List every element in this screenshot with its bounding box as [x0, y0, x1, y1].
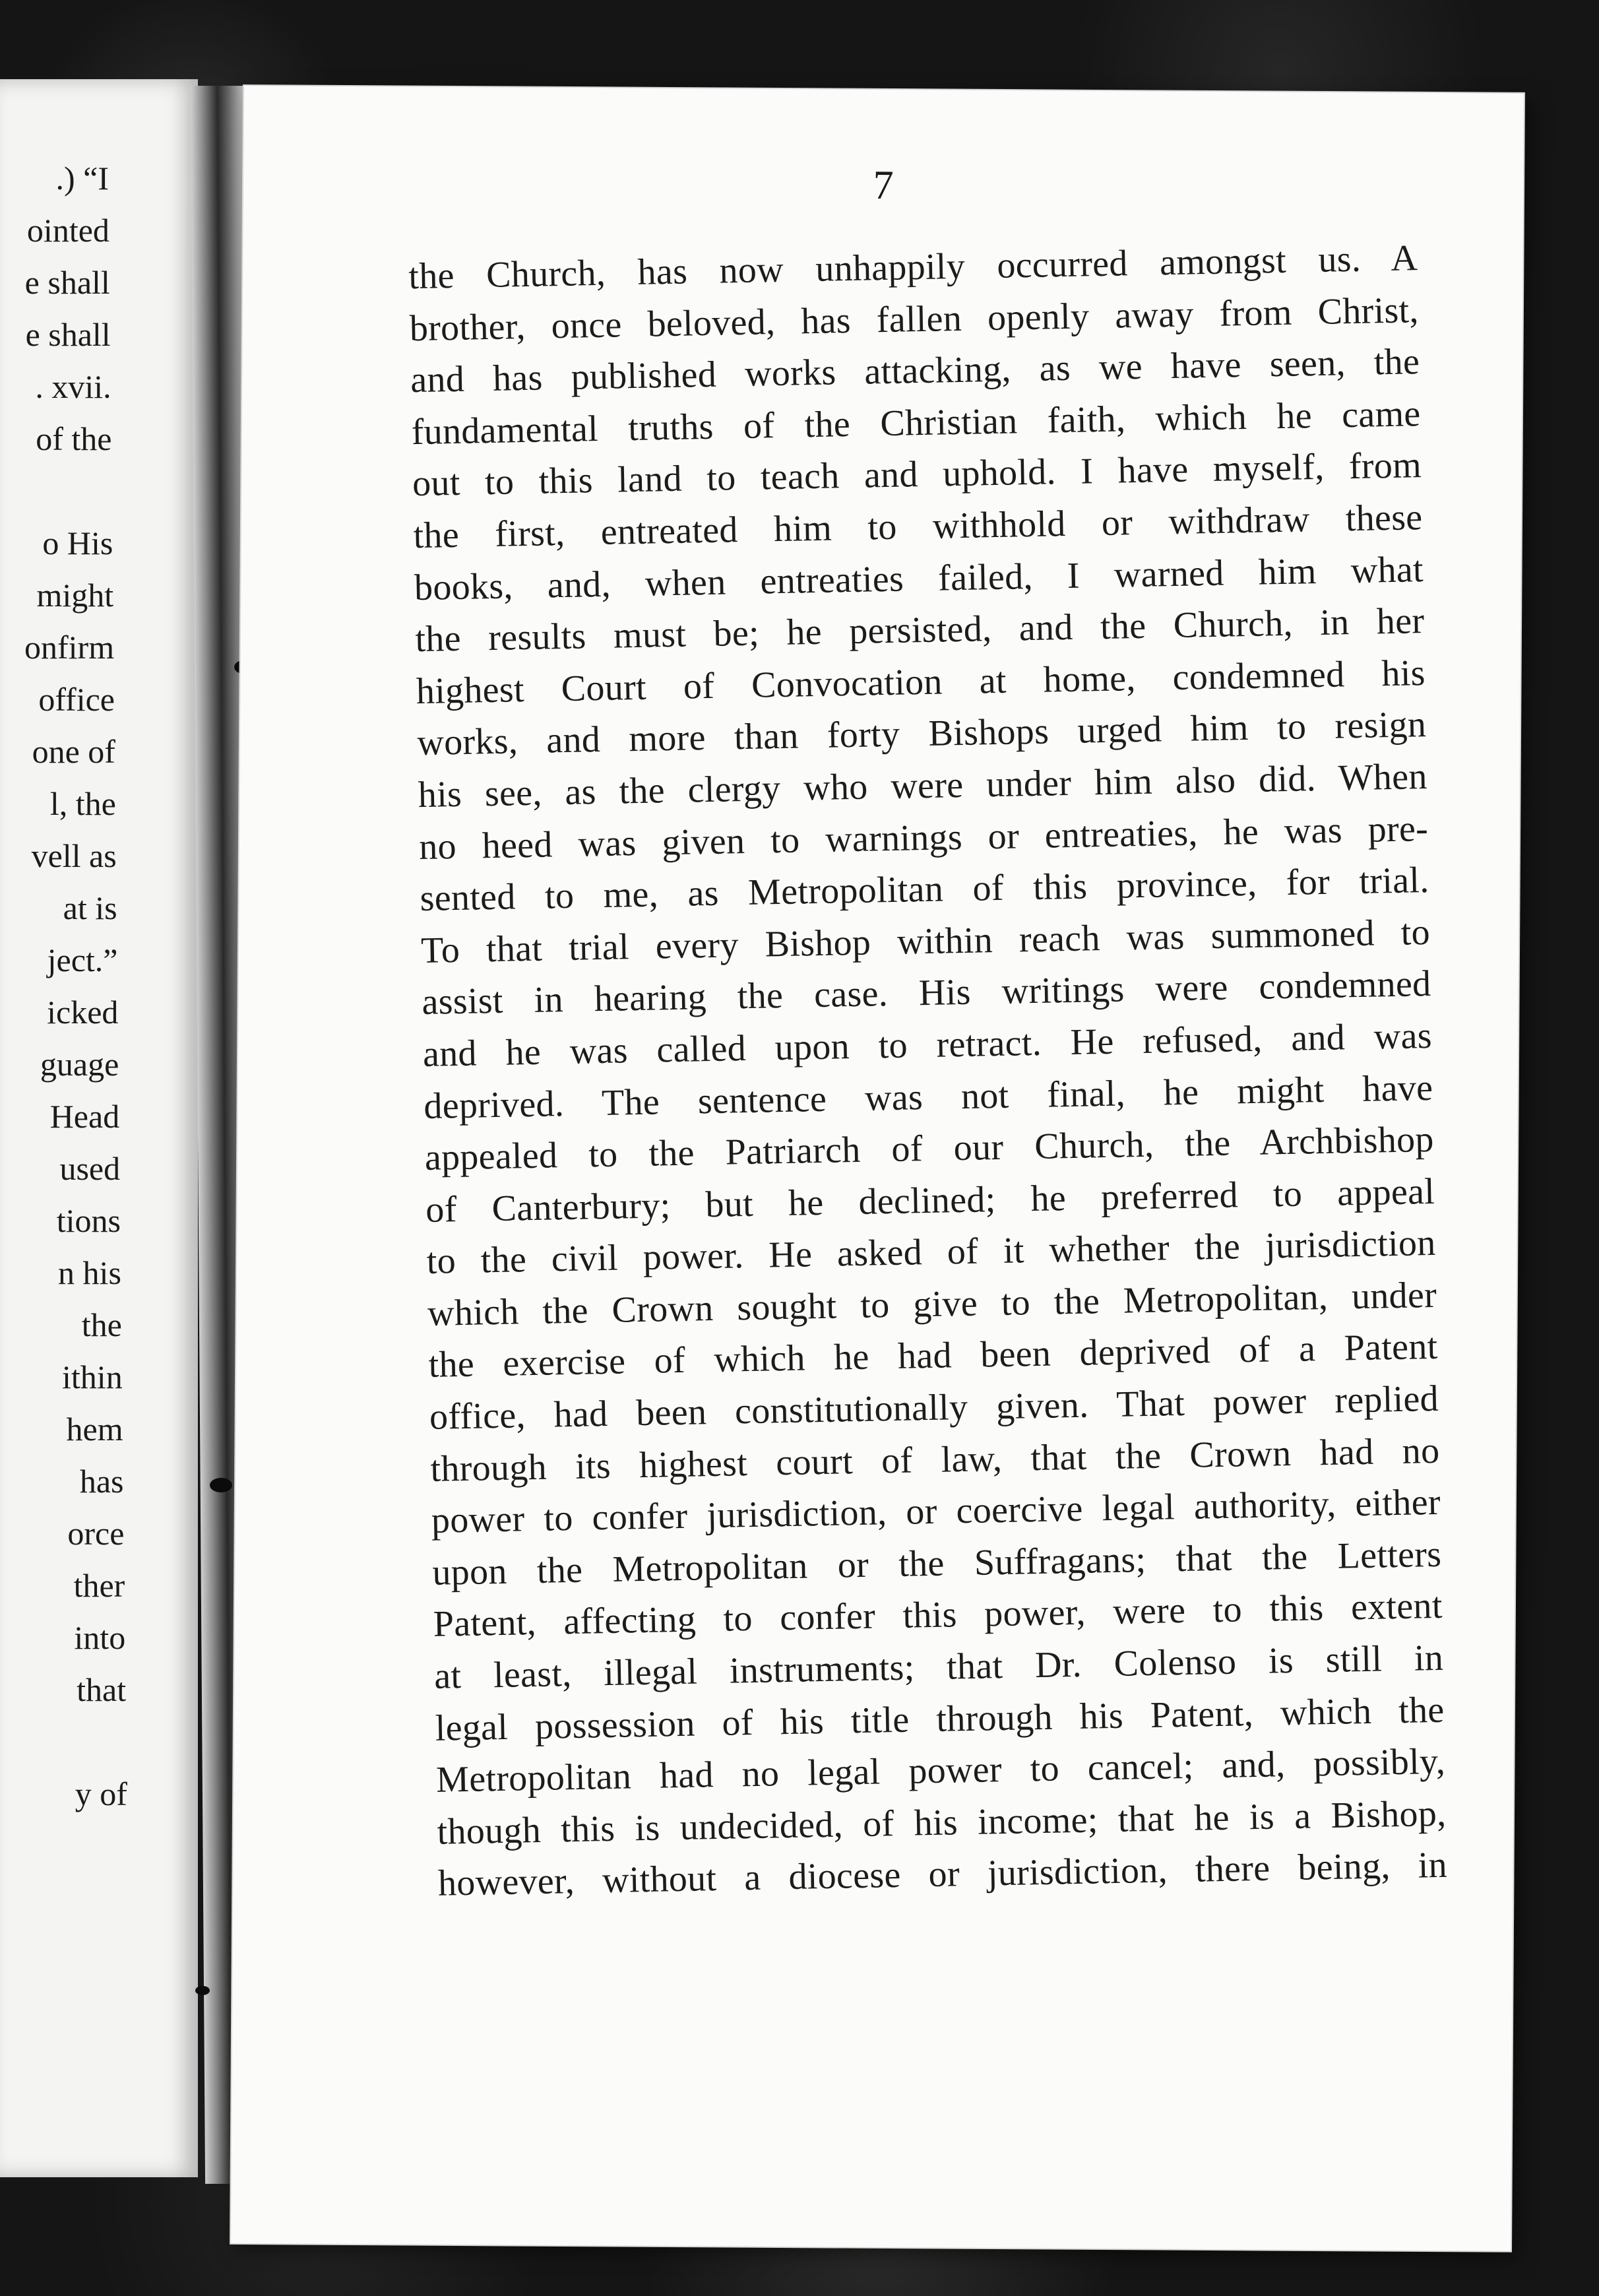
text-line: no heed was given to warnings or entreaties, he was pre- — [418, 808, 1429, 868]
text-line: and has published works attacking, as we have seen, the — [410, 341, 1420, 401]
page-number: 7 — [873, 162, 894, 208]
left-page-line: onfirm — [24, 629, 115, 666]
text-line: deprived. The sentence was not final, he might have — [423, 1067, 1433, 1127]
text-line: the results must be; he persisted, and the Church, in her — [414, 600, 1425, 660]
left-page-line: that — [77, 1671, 127, 1708]
text-line: works, and more than forty Bishops urged him to resign — [416, 704, 1427, 764]
text-line: the exercise of which he had been deprived of a Patent — [428, 1326, 1438, 1386]
text-line: assist in hearing the case. His writings were condemned — [422, 963, 1431, 1023]
left-page-line: the — [81, 1306, 122, 1343]
left-page-line: might — [36, 577, 114, 614]
text-line: however, without a diocese or jurisdiction, there being, in — [437, 1845, 1448, 1905]
text-line: books, and, when entreaties failed, I warned him what — [414, 548, 1424, 608]
left-page-line: ther — [73, 1567, 125, 1604]
left-page-line: hem — [66, 1411, 123, 1448]
text-line: power to confer jurisdiction, or coercive legal authority, either — [431, 1482, 1441, 1542]
left-page-line: used — [59, 1150, 121, 1187]
text-line: to the civil power. He asked of it whether the jurisdiction — [426, 1223, 1437, 1283]
text-line: legal possession of his title through his Patent, which the — [435, 1689, 1445, 1749]
text-line: through its highest court of law, that the Crown had no — [429, 1430, 1440, 1490]
left-page-line: l, the — [49, 785, 116, 822]
text-line: his see, as the clergy who were under him also did. When — [418, 755, 1428, 816]
left-page-line: ointed — [26, 212, 110, 249]
left-page-line: e shall — [25, 316, 111, 353]
left-page-line: into — [74, 1619, 126, 1656]
left-page-line: one of — [32, 733, 115, 770]
text-line: though this is undecided, of his income; that he is a Bishop, — [437, 1793, 1447, 1853]
left-page-line: .) “I — [55, 160, 109, 197]
left-page-line: tions — [56, 1202, 121, 1239]
text-line: To that trial every Bishop within reach was summoned to — [420, 911, 1431, 971]
text-line: the first, entreated him to withhold or withdraw these — [413, 497, 1423, 557]
binding-stitch — [195, 1986, 210, 1995]
left-page-line: office — [38, 681, 115, 718]
text-line: highest Court of Convocation at home, condemned his — [416, 652, 1426, 712]
left-page-line: icked — [47, 994, 119, 1031]
text-line: brother, once beloved, has fallen openly away from Christ, — [409, 289, 1420, 349]
left-page-line: orce — [67, 1515, 125, 1552]
text-line: which the Crown sought to give to the Metropolitan, under — [427, 1274, 1437, 1334]
text-line: office, had been constitutionally given. That power replied — [429, 1378, 1439, 1438]
left-page-line: ithin — [62, 1358, 123, 1395]
left-page-line: o His — [42, 525, 113, 561]
left-page-line: at is — [63, 889, 117, 926]
left-page-line: e shall — [24, 264, 110, 301]
left-page-line: Head — [49, 1098, 120, 1135]
text-line: the Church, has now unhappily occurred amongst us. A — [408, 238, 1418, 298]
text-line: sented to me, as Metropolitan of this province, for trial. — [420, 860, 1430, 920]
main-page — [231, 86, 1524, 2251]
text-line: appealed to the Patriarch of our Church, the Archbishop — [424, 1119, 1435, 1179]
text-line: Patent, affecting to confer this power, were to this extent — [433, 1585, 1443, 1645]
text-line: Metropolitan had no legal power to cancel; and, possibly, — [435, 1741, 1446, 1801]
text-line: of Canterbury; but he declined; he preferred to appeal — [425, 1170, 1435, 1230]
text-line: out to this land to teach and uphold. I have myself, from — [412, 445, 1422, 505]
body-text — [408, 232, 1448, 1910]
left-facing-page — [0, 79, 198, 2177]
left-page-line: has — [79, 1463, 124, 1500]
left-page-line: guage — [40, 1046, 119, 1083]
left-page-line: ject.” — [47, 941, 118, 978]
binding-stitch — [210, 1478, 232, 1492]
left-page-line: of the — [36, 420, 112, 457]
text-line: at least, illegal instruments; that Dr. Colenso is still in — [433, 1637, 1444, 1697]
left-page-line: y of — [75, 1775, 127, 1812]
left-page-line: . xvii. — [35, 368, 111, 405]
text-line: and he was called upon to retract. He refused, and was — [422, 1015, 1433, 1075]
left-page-line: vell as — [31, 837, 117, 874]
left-page-line: n his — [58, 1254, 121, 1291]
text-line: fundamental truths of the Christian faith, which he came — [411, 393, 1422, 453]
text-line: upon the Metropolitan or the Suffragans; that the Letters — [431, 1533, 1442, 1593]
